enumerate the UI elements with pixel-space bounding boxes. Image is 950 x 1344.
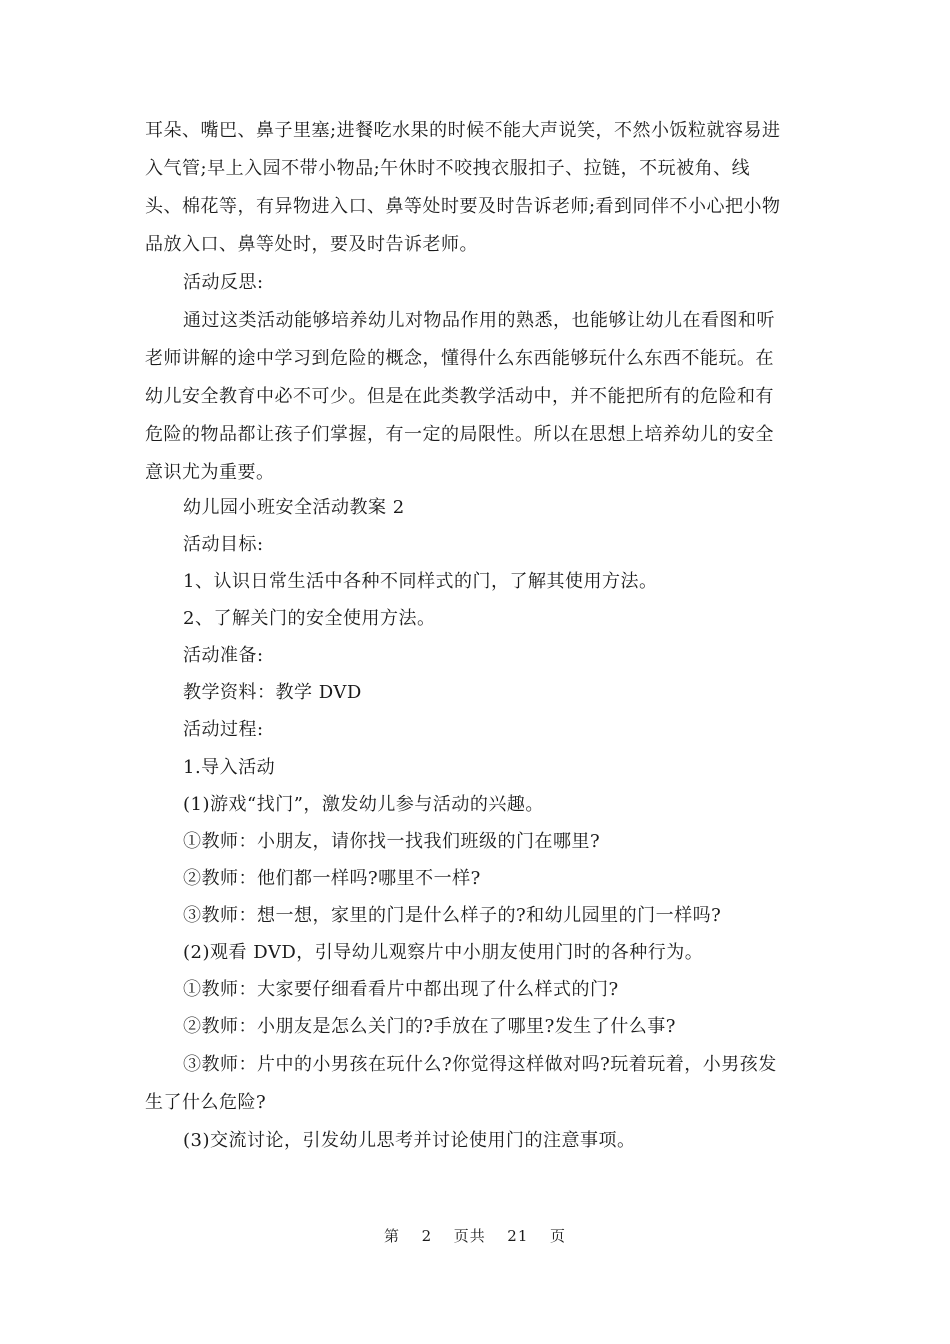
list-item: ①教师：大家要仔细看看片中都出现了什么样式的门? <box>183 979 619 1000</box>
paragraph-line: 生了什么危险? <box>145 1092 267 1113</box>
paragraph-line: 幼儿安全教育中必不可少。但是在此类教学活动中，并不能把所有的危险和有 <box>145 386 774 407</box>
paragraph-line: 耳朵、嘴巴、鼻子里塞;进餐吃水果的时候不能大声说笑，不然小饭粒就容易进 <box>145 120 781 141</box>
list-item: ②教师：他们都一样吗?哪里不一样? <box>183 868 481 889</box>
paragraph-line: 老师讲解的途中学习到危险的概念，懂得什么东西能够玩什么东西不能玩。在 <box>145 348 774 369</box>
section-heading: 活动反思: <box>183 272 264 293</box>
total-pages-number: 21 <box>507 1227 529 1245</box>
paragraph-line: 教学资料：教学 DVD <box>183 682 362 703</box>
list-item: ③教师：想一想，家里的门是什么样子的?和幼儿园里的门一样吗? <box>183 905 722 926</box>
current-page-number: 2 <box>421 1227 433 1245</box>
list-item: ①教师：小朋友，请你找一找我们班级的门在哪里? <box>183 831 601 852</box>
section-heading: 活动过程: <box>183 719 264 740</box>
list-item: 1.导入活动 <box>183 757 276 778</box>
list-item: 1、认识日常生活中各种不同样式的门，了解其使用方法。 <box>183 571 658 592</box>
paragraph-line: 意识尤为重要。 <box>145 462 275 483</box>
section-heading: 活动准备: <box>183 645 264 666</box>
list-item: (2)观看 DVD，引导幼儿观察片中小朋友使用门时的各种行为。 <box>183 942 704 963</box>
document-title: 幼儿园小班安全活动教案 2 <box>183 497 405 518</box>
paragraph-line: 入气管;早上入园不带小物品;午休时不咬拽衣服扣子、拉链，不玩被角、线 <box>145 158 751 179</box>
paragraph-line: 品放入口、鼻等处时，要及时告诉老师。 <box>145 234 478 255</box>
list-item: 2、了解关门的安全使用方法。 <box>183 608 436 629</box>
list-item: ③教师：片中的小男孩在玩什么?你觉得这样做对吗?玩着玩着，小男孩发 <box>183 1054 777 1075</box>
list-item: (3)交流讨论，引发幼儿思考并讨论使用门的注意事项。 <box>183 1130 636 1151</box>
footer-suffix: 页 <box>549 1227 566 1245</box>
footer-prefix: 第 <box>384 1227 401 1245</box>
paragraph-line: 头、棉花等，有异物进入口、鼻等处时要及时告诉老师;看到同伴不小心把小物 <box>145 196 781 217</box>
list-item: ②教师：小朋友是怎么关门的?手放在了哪里?发生了什么事? <box>183 1016 676 1037</box>
page-footer <box>0 1226 950 1246</box>
list-item: (1)游戏“找门”，激发幼儿参与活动的兴趣。 <box>183 794 544 815</box>
section-heading: 活动目标: <box>183 534 264 555</box>
paragraph-line: 通过这类活动能够培养幼儿对物品作用的熟悉，也能够让幼儿在看图和听 <box>183 310 775 331</box>
paragraph-line: 危险的物品都让孩子们掌握，有一定的局限性。所以在思想上培养幼儿的安全 <box>145 424 774 445</box>
footer-middle: 页共 <box>453 1227 486 1245</box>
